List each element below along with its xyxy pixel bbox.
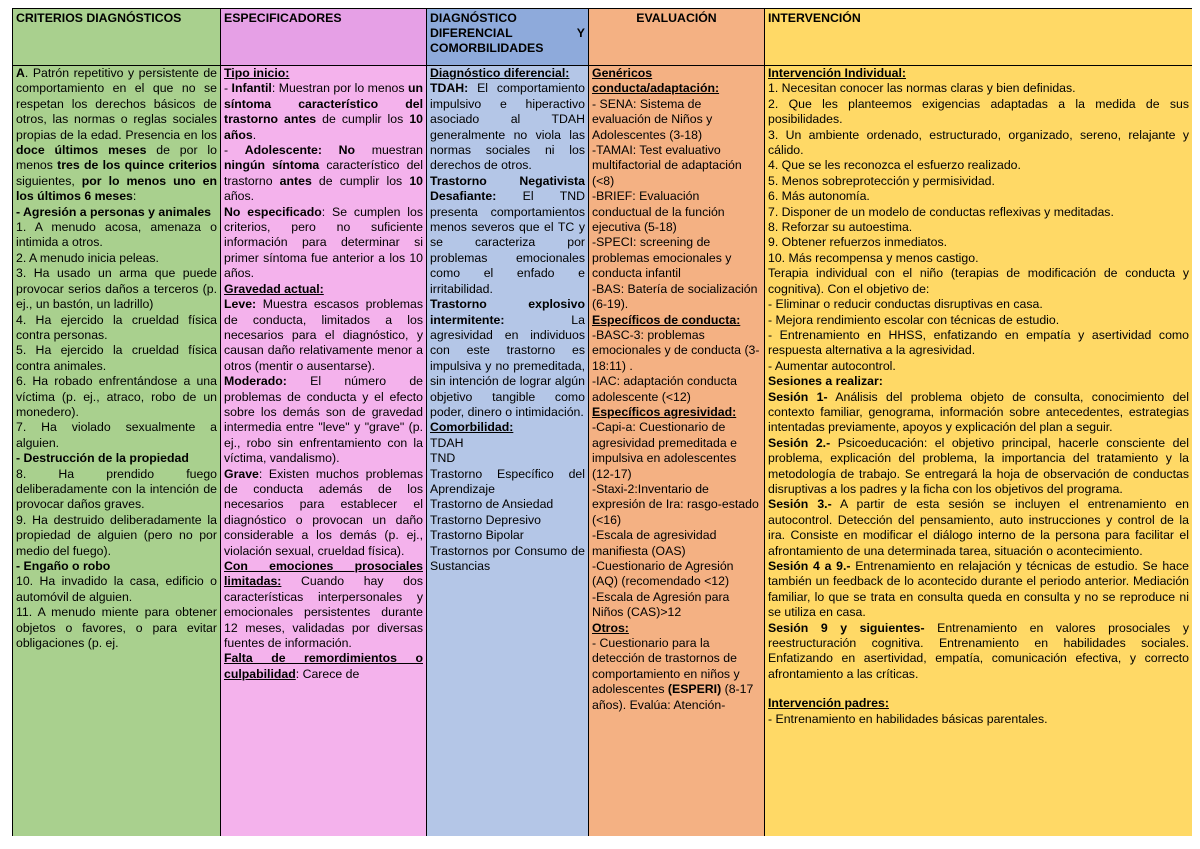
genericos-heading: Genéricos conducta/adaptación: bbox=[592, 66, 720, 96]
text-run: Trastorno Negativista Desafiante: bbox=[430, 173, 585, 204]
list-item: TND bbox=[430, 451, 456, 466]
list-item: - SENA: Sistema de evaluación de Niños y Adolescentes (3-18) bbox=[592, 96, 713, 142]
header-criterios: CRITERIOS DIAGNÓSTICOS bbox=[13, 9, 221, 66]
text-run: Sesión 9 y siguientes- bbox=[768, 620, 925, 635]
text-run: A bbox=[16, 66, 25, 80]
list-item: -IAC: adaptación conducta adolescente (<12) bbox=[592, 374, 737, 404]
list-item: 2. Que les planteemos exigencias adaptadas a la medida de sus posibilidades. bbox=[768, 96, 1189, 127]
especificos-agresividad-list bbox=[592, 420, 761, 620]
list-item: 9. Ha destruido deliberadamente la propiedad de alguien (pero no por medio del fuego). bbox=[16, 512, 217, 558]
especificos-agresividad-heading: Específicos agresividad: bbox=[592, 404, 737, 419]
list-item: 8. Reforzar su autoestima. bbox=[768, 220, 913, 235]
gravedad-moderado bbox=[224, 374, 423, 466]
list-item: -Escala de agresividad manifiesta (OAS) bbox=[592, 528, 717, 558]
header-especificadores: ESPECIFICADORES bbox=[221, 9, 427, 66]
spacer bbox=[768, 682, 1189, 696]
list-item: 1. Necesitan conocer las normas claras y bien definidas. bbox=[768, 81, 1076, 96]
gravedad-leve bbox=[224, 297, 423, 374]
sesiones-list bbox=[768, 390, 1189, 683]
text-run: Muestra escasos problemas de conducta, limitados a los necesarios para el diagnóstico, y causan daño relativamente menor a otros (mentir o ausentarse). bbox=[224, 297, 423, 373]
list-item: 7. Ha violado sexualmente a alguien. bbox=[16, 420, 217, 450]
text-run: Entrenamiento en relajación y técnicas de estudio. Se hace también un feedback de lo acontecido durante el periodo anterior. Mediación familiar, lo que se trata en consulta queda en consulta y no se reproduce ni se utiliza en casa. bbox=[768, 559, 1189, 620]
list-item: Trastorno Depresivo bbox=[430, 512, 541, 527]
list-item: 3. Ha usado un arma que puede provocar serios daños a terceros (p. ej., un bastón, un ladrillo) bbox=[16, 266, 217, 312]
list-item: - Entrenamiento en HHSS, enfatizando en empatía y asertividad como respuesta alternativa a la agresividad. bbox=[768, 327, 1189, 358]
text-run: - bbox=[224, 143, 245, 158]
tipo-adolescente bbox=[224, 143, 423, 205]
text-run: Infantil bbox=[231, 81, 272, 96]
text-run: siguientes, bbox=[16, 173, 82, 188]
list-item: Trastornos por Consumo de Sustancias bbox=[430, 543, 585, 573]
text-run: Grave bbox=[224, 466, 259, 481]
list-item: -BRIEF: Evaluación conductual de la función ejecutiva (5-18) bbox=[592, 189, 725, 235]
text-run: de por lo menos bbox=[16, 143, 217, 173]
text-run: . bbox=[252, 127, 257, 142]
text-run: Sesión 3.- bbox=[768, 497, 832, 512]
text-run: No bbox=[338, 143, 356, 158]
list-item: Trastorno Bipolar bbox=[430, 528, 524, 543]
list-item: - Eliminar o reducir conductas disruptivas en casa. bbox=[768, 297, 1043, 312]
sesion-item bbox=[768, 559, 1189, 621]
list-item: -TAMAI: Test evaluativo multifactorial de adaptación (<8) bbox=[592, 143, 742, 188]
text-run: El comportamiento impulsivo e hiperactivo asociado al TDAH generalmente no viola las normas sociales ni los derechos de otros. bbox=[430, 81, 585, 173]
list-item: 9. Obtener refuerzos inmediatos. bbox=[768, 235, 948, 250]
text-run: de cumplir los bbox=[311, 173, 410, 188]
tipo-no-especificado bbox=[224, 205, 423, 282]
list-item: 4. Que se les reconozca el esfuerzo realizado. bbox=[768, 158, 1021, 173]
text-run: No especificado bbox=[224, 204, 322, 219]
emociones-prosociales bbox=[224, 559, 423, 651]
text-run bbox=[322, 143, 339, 157]
list-item: -SPECI: screening de problemas emocionales y conducta infantil bbox=[592, 235, 732, 281]
text-run: característico del trastorno bbox=[224, 158, 423, 188]
intervencion-individual-heading: Intervención Individual: bbox=[768, 66, 907, 80]
list-item: 2. A menudo inicia peleas. bbox=[16, 250, 159, 265]
text-run: Cuando hay dos características interpersonales y emocionales persistentes durante 12 meses, validadas por diversas fuentes de información. bbox=[224, 574, 423, 651]
text-run: Sesión 4 a 9.- bbox=[768, 559, 851, 573]
text-run: Leve: bbox=[224, 297, 257, 312]
falta-remordimientos bbox=[224, 651, 423, 682]
text-run: doce últimos meses bbox=[16, 143, 147, 158]
especificadores-cell bbox=[221, 66, 427, 837]
especificos-conducta-heading: Específicos de conducta: bbox=[592, 312, 741, 327]
content-row bbox=[13, 66, 1193, 837]
list-item: 5. Menos sobreprotección y permisividad. bbox=[768, 173, 995, 188]
sesiones-heading: Sesiones a realizar: bbox=[768, 374, 883, 389]
comorbilidad-heading: Comorbilidad: bbox=[430, 420, 514, 435]
list-item: 5. Ha ejercido la crueldad física contra animales. bbox=[16, 343, 217, 373]
list-item: 1. A menudo acosa, amenaza o intimida a otros. bbox=[16, 220, 217, 250]
text-run: (8-17 años). Evalúa: Atención- bbox=[592, 682, 754, 712]
list-item: 8. Ha prendido fuego deliberadamente con la intención de provocar daños graves. bbox=[16, 466, 217, 512]
sesion-item bbox=[768, 436, 1189, 498]
criterios-section-engano: - Engaño o robo bbox=[16, 559, 111, 573]
text-run: tres de los quince criterios bbox=[57, 158, 218, 173]
text-run: TDAH: bbox=[430, 81, 469, 96]
text-run: Con emociones prosociales limitadas: bbox=[224, 559, 423, 589]
sesion-item bbox=[768, 390, 1189, 436]
list-item: -BAS: Batería de socialización (6-19). bbox=[592, 281, 758, 312]
sesion-item bbox=[768, 497, 1189, 559]
text-run: Adolescente: bbox=[244, 143, 322, 158]
criterios-list-destruccion bbox=[16, 467, 217, 559]
text-run: (ESPERI) bbox=[667, 682, 722, 697]
list-item: 6. Ha robado enfrentándose a una víctima (p. ej., atraco, robo de un monedero). bbox=[16, 374, 217, 419]
text-run: Entrenamiento en valores prosociales y reestructuración cognitiva. Entrenamiento en habilidades sociales. Enfatizando en asertividad, empatía, comunicación efectiva, y correcto afrontamiento a las críticas. bbox=[768, 620, 1189, 681]
text-run: años. bbox=[224, 189, 255, 204]
list-item: -Cuestionario de Agresión (AQ) (recomendado <12) bbox=[592, 559, 734, 589]
header-diagnostico: DIAGNÓSTICO DIFERENCIAL Y COMORBILIDADES bbox=[427, 9, 589, 66]
text-run: : Se cumplen los criterios, pero no suficiente información para determinar si primer síntoma fue anterior a los 10 años. bbox=[224, 204, 423, 281]
list-item: 10. Ha invadido la casa, edificio o automóvil de alguien. bbox=[16, 574, 217, 604]
header-row bbox=[13, 9, 1193, 66]
otros-heading: Otros: bbox=[592, 620, 629, 635]
list-item: 10. Más recompensa y menos castigo. bbox=[768, 250, 979, 265]
otros-esperi bbox=[592, 636, 761, 713]
summary-table-container bbox=[12, 8, 1192, 836]
list-item: 4. Ha ejercido la crueldad física contra personas. bbox=[16, 312, 217, 342]
text-run: Falta de remordimientos o culpabilidad bbox=[224, 651, 423, 681]
text-run: . Patrón repetitivo y persistente de comportamiento en el que no se respetan los derechos básicos de otros, las normas o reglas sociales propias de la edad. Presencia en los bbox=[16, 66, 217, 142]
text-run: : bbox=[132, 189, 137, 204]
text-run: - Cuestionario para la detección de trastornos de comportamiento en niños y adolescentes bbox=[592, 636, 740, 697]
text-run: un síntoma característico del trastorno antes bbox=[224, 81, 424, 127]
text-run: por lo menos uno en los últimos 6 meses bbox=[16, 173, 217, 204]
gravedad-heading: Gravedad actual: bbox=[224, 281, 324, 296]
criterios-list-engano bbox=[16, 574, 217, 651]
list-item: 6. Más autonomía. bbox=[768, 189, 870, 204]
text-run: Trastorno explosivo intermitente: bbox=[430, 297, 585, 327]
list-item: -Capi-a: Cuestionario de agresividad premeditada e impulsiva en adolescentes (12-17) bbox=[592, 420, 737, 481]
diferencial-tdah bbox=[430, 81, 585, 173]
comorbilidad-list bbox=[430, 436, 585, 575]
diferencial-tnd bbox=[430, 174, 585, 297]
text-run: Sesión 1- bbox=[768, 389, 828, 404]
text-run: Sesión 2.- bbox=[768, 435, 831, 450]
intervencion-individual-list bbox=[768, 81, 1189, 374]
diferencial-tei bbox=[430, 297, 585, 420]
text-run: : Existen muchos problemas de conducta además de los necesarios para establecer el diagnóstico o provocan un daño considerable a los demás (p. ej., violación sexual, crueldad física). bbox=[224, 466, 423, 558]
especificos-conducta-list bbox=[592, 328, 761, 405]
list-item: TDAH bbox=[430, 435, 464, 450]
list-item: - Entrenamiento en habilidades básicas parentales. bbox=[768, 711, 1048, 726]
list-item: -Escala de Agresión para Niños (CAS)>12 bbox=[592, 589, 730, 620]
list-item: 11. A menudo miente para obtener objetos o favores, o para evitar obligaciones (p. ej. bbox=[16, 605, 217, 651]
text-run: : Carece de bbox=[295, 666, 360, 681]
text-run: El número de problemas de conducta y el efecto sobre los demás son de gravedad intermedia entre "leve" y "grave" (p. ej., robo sin enfrentamiento con la víctima, vandalismo). bbox=[224, 374, 423, 466]
criterios-intro bbox=[16, 66, 217, 205]
text-run: muestran bbox=[355, 143, 423, 158]
genericos-list bbox=[592, 97, 761, 313]
summary-table bbox=[12, 8, 1192, 836]
list-item: -Staxi-2:Inventario de expresión de Ira: rasgo-estado (<16) bbox=[592, 481, 759, 527]
text-run: de cumplir los bbox=[316, 112, 410, 127]
list-item: 3. Un ambiente ordenado, estructurado, organizado, sereno, relajante y cálido. bbox=[768, 127, 1189, 158]
text-run: - bbox=[224, 81, 232, 96]
list-item: Terapia individual con el niño (terapias de modificación de conducta y cognitiva). Con el objetivo de: bbox=[768, 266, 1189, 296]
list-item: - Aumentar autocontrol. bbox=[768, 358, 896, 373]
text-run: Análisis del problema objeto de consulta, conocimiento del contexto familiar, genograma, información sobre antecedentes, estrategias intentadas previamente, apoyos y explicación del plan a seguir. bbox=[768, 389, 1190, 435]
gravedad-grave bbox=[224, 467, 423, 559]
list-item: - Mejora rendimiento escolar con técnicas de estudio. bbox=[768, 312, 1060, 327]
criterios-section-agresion: - Agresión a personas y animales bbox=[16, 204, 212, 219]
tipo-inicio-heading: Tipo inicio: bbox=[224, 66, 290, 80]
text-run: El TND presenta comportamientos menos severos que el TC y se caracteriza por problemas emocionales como el enfado e irritabilidad. bbox=[430, 189, 585, 296]
text-run: La agresividad en individuos con este trastorno es impulsiva y no premeditada, sin intención de lograr algún objetivo tangible como poder, dinero o intimidación. bbox=[430, 312, 585, 419]
list-item: -BASC-3: problemas emocionales y de conducta (3-18:11) . bbox=[592, 327, 760, 373]
header-intervencion: INTERVENCIÓN bbox=[765, 9, 1193, 66]
intervencion-padres-heading: Intervención padres: bbox=[768, 696, 889, 711]
criterios-list-agresion bbox=[16, 220, 217, 451]
text-run: A partir de esta sesión se incluyen el entrenamiento en autocontrol. Detección del pensamiento, auto instrucciones y control de la ira. Consiste en modificar el diálogo interno de la persona para facilitar el afrontamiento de una determinada tarea, situación o acontecimiento. bbox=[768, 497, 1189, 558]
list-item: Trastorno Específico del Aprendizaje bbox=[430, 466, 585, 496]
text-run: 10 bbox=[409, 173, 423, 188]
tipo-infantil bbox=[224, 81, 423, 143]
criterios-cell bbox=[13, 66, 221, 837]
text-run: : Muestran por lo menos bbox=[271, 81, 408, 96]
intervencion-padres-list bbox=[768, 712, 1189, 727]
list-item: Trastorno de Ansiedad bbox=[430, 497, 554, 512]
sesion-item bbox=[768, 621, 1189, 683]
diagnostico-diferencial-heading: Diagnóstico diferencial: bbox=[430, 66, 570, 80]
intervencion-cell bbox=[765, 66, 1193, 837]
text-run: Moderado: bbox=[224, 374, 287, 389]
text-run: ningún síntoma bbox=[224, 158, 320, 173]
criterios-section-destruccion: - Destrucción de la propiedad bbox=[16, 451, 189, 466]
text-run: Psicoeducación: el objetivo principal, hacerle consciente del problema, explicación del problema, la importancia del tratamiento y la metodología de trabajo. Se entregará la hoja de observación de conductas disruptivas a los padres y la ficha con los objetivos del programa. bbox=[768, 435, 1189, 496]
header-evaluacion: EVALUACIÓN bbox=[589, 9, 765, 66]
list-item: 7. Disponer de un modelo de conductas reflexivas y meditadas. bbox=[768, 204, 1114, 219]
text-run: 10 años bbox=[224, 112, 423, 142]
diagnostico-cell bbox=[427, 66, 589, 837]
text-run: antes bbox=[279, 173, 312, 188]
evaluacion-cell bbox=[589, 66, 765, 837]
